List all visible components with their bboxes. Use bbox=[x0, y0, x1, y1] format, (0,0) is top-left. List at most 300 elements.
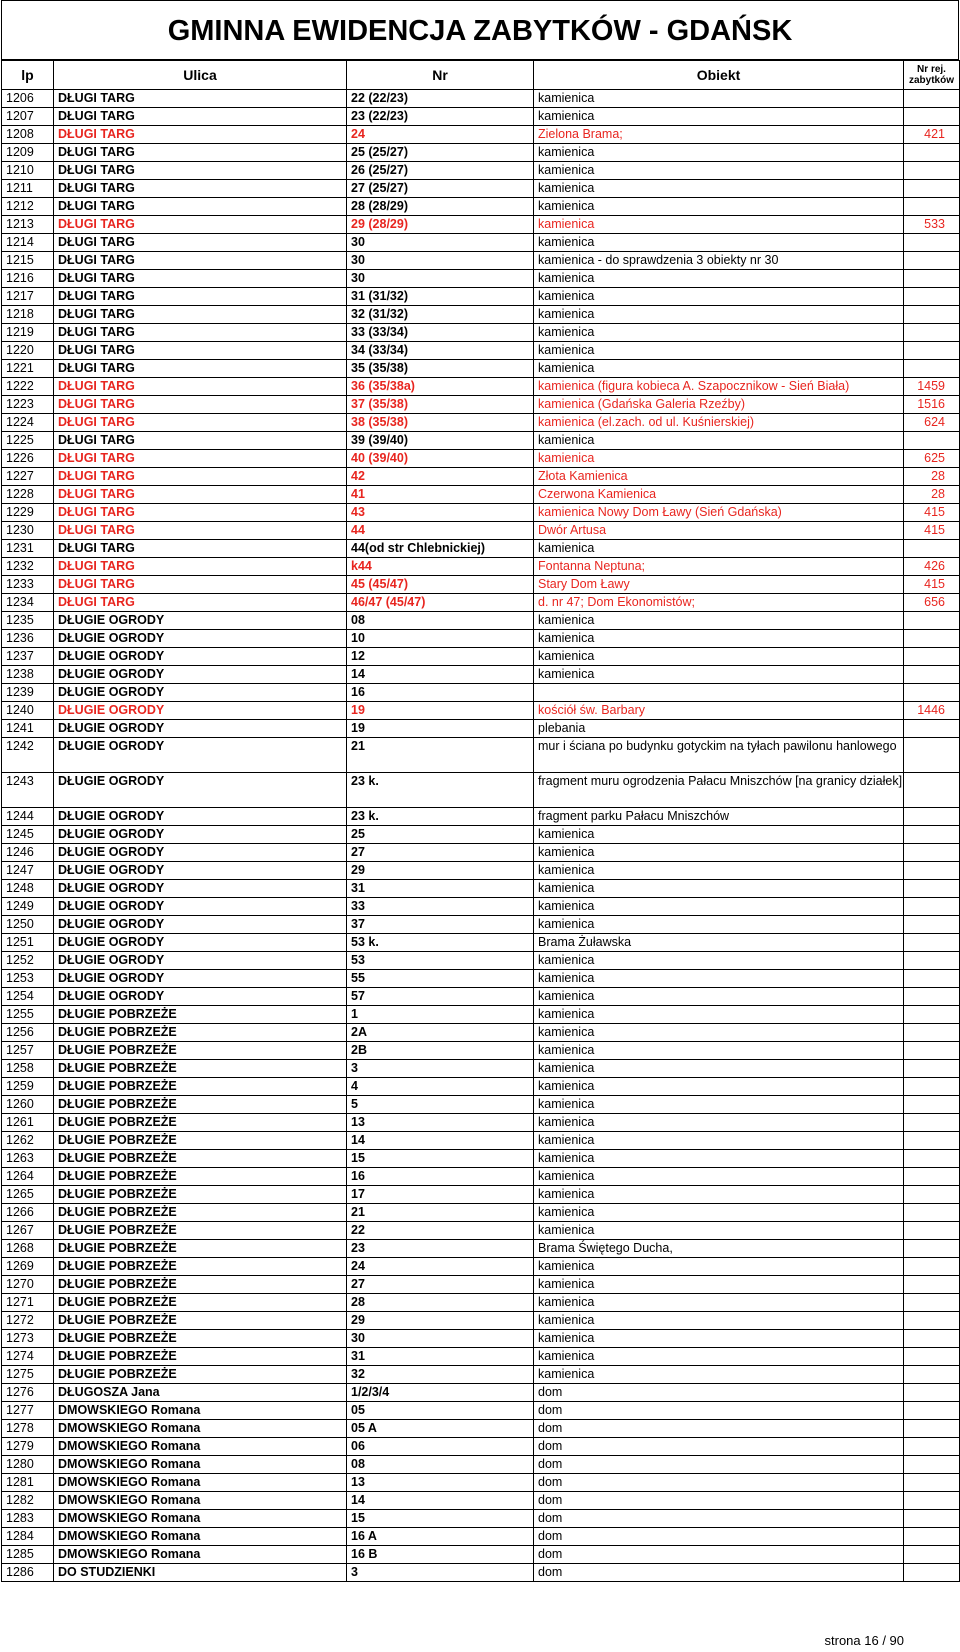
cell-nr-rej bbox=[904, 1150, 960, 1168]
table-row bbox=[2, 1258, 960, 1276]
cell-nr: 24 bbox=[347, 1258, 534, 1276]
cell-lp: 1274 bbox=[2, 1348, 54, 1366]
table-row bbox=[2, 324, 960, 342]
cell-nr-rej bbox=[904, 144, 960, 162]
cell-lp: 1262 bbox=[2, 1132, 54, 1150]
cell-nr: 44(od str Chlebnickiej) bbox=[347, 540, 534, 558]
cell-nr-rej bbox=[904, 1312, 960, 1330]
cell-nr-rej bbox=[904, 342, 960, 360]
cell-lp: 1261 bbox=[2, 1114, 54, 1132]
cell-lp: 1281 bbox=[2, 1474, 54, 1492]
cell-obiekt: kamienica bbox=[534, 432, 904, 450]
cell-lp: 1282 bbox=[2, 1492, 54, 1510]
cell-ulica: DMOWSKIEGO Romana bbox=[54, 1546, 347, 1564]
cell-nr: 29 (28/29) bbox=[347, 216, 534, 234]
cell-obiekt: dom bbox=[534, 1546, 904, 1564]
cell-obiekt: dom bbox=[534, 1420, 904, 1438]
table-row bbox=[2, 342, 960, 360]
cell-lp: 1234 bbox=[2, 594, 54, 612]
cell-ulica: DŁUGI TARG bbox=[54, 288, 347, 306]
cell-lp: 1220 bbox=[2, 342, 54, 360]
cell-ulica: DŁUGIE POBRZEŻE bbox=[54, 1204, 347, 1222]
table-row bbox=[2, 630, 960, 648]
cell-obiekt: Brama Żuławska bbox=[534, 934, 904, 952]
cell-ulica: DŁUGIE OGRODY bbox=[54, 684, 347, 702]
cell-lp: 1213 bbox=[2, 216, 54, 234]
cell-nr: 34 (33/34) bbox=[347, 342, 534, 360]
cell-obiekt: fragment parku Pałacu Mniszchów bbox=[534, 808, 904, 826]
cell-lp: 1224 bbox=[2, 414, 54, 432]
table-row bbox=[2, 540, 960, 558]
cell-obiekt: kamienica bbox=[534, 880, 904, 898]
cell-nr: 37 (35/38) bbox=[347, 396, 534, 414]
cell-nr-rej bbox=[904, 684, 960, 702]
cell-obiekt: kamienica bbox=[534, 450, 904, 468]
table-row bbox=[2, 1546, 960, 1564]
table-row bbox=[2, 378, 960, 396]
table-row bbox=[2, 1510, 960, 1528]
cell-obiekt: kamienica bbox=[534, 1150, 904, 1168]
cell-obiekt: kamienica bbox=[534, 1132, 904, 1150]
cell-nr: 16 bbox=[347, 1168, 534, 1186]
cell-nr: 10 bbox=[347, 630, 534, 648]
cell-obiekt: kamienica bbox=[534, 648, 904, 666]
cell-nr: 40 (39/40) bbox=[347, 450, 534, 468]
cell-ulica: DŁUGI TARG bbox=[54, 522, 347, 540]
cell-lp: 1208 bbox=[2, 126, 54, 144]
table-row bbox=[2, 162, 960, 180]
cell-nr-rej bbox=[904, 306, 960, 324]
cell-obiekt: kamienica bbox=[534, 1330, 904, 1348]
table-row bbox=[2, 504, 960, 522]
cell-nr-rej bbox=[904, 90, 960, 108]
cell-nr: 55 bbox=[347, 970, 534, 988]
cell-lp: 1219 bbox=[2, 324, 54, 342]
cell-nr: 31 bbox=[347, 1348, 534, 1366]
cell-ulica: DŁUGIE OGRODY bbox=[54, 970, 347, 988]
cell-lp: 1241 bbox=[2, 720, 54, 738]
cell-nr: 05 A bbox=[347, 1420, 534, 1438]
cell-ulica: DŁUGI TARG bbox=[54, 270, 347, 288]
cell-nr: 13 bbox=[347, 1114, 534, 1132]
cell-obiekt: kamienica bbox=[534, 108, 904, 126]
cell-ulica: DŁUGIE OGRODY bbox=[54, 934, 347, 952]
cell-ulica: DMOWSKIEGO Romana bbox=[54, 1474, 347, 1492]
cell-lp: 1247 bbox=[2, 862, 54, 880]
nr-rej-line1: Nr rej. bbox=[917, 64, 946, 75]
cell-nr: 22 bbox=[347, 1222, 534, 1240]
cell-ulica: DŁUGI TARG bbox=[54, 108, 347, 126]
cell-obiekt: kamienica (Gdańska Galeria Rzeźby) bbox=[534, 396, 904, 414]
cell-ulica: DŁUGI TARG bbox=[54, 126, 347, 144]
cell-nr: 32 (31/32) bbox=[347, 306, 534, 324]
cell-nr-rej bbox=[904, 988, 960, 1006]
cell-lp: 1256 bbox=[2, 1024, 54, 1042]
cell-ulica: DŁUGI TARG bbox=[54, 450, 347, 468]
cell-nr: 37 bbox=[347, 916, 534, 934]
cell-ulica: DŁUGI TARG bbox=[54, 378, 347, 396]
cell-lp: 1248 bbox=[2, 880, 54, 898]
cell-nr-rej bbox=[904, 1186, 960, 1204]
cell-ulica: DŁUGI TARG bbox=[54, 234, 347, 252]
cell-lp: 1245 bbox=[2, 826, 54, 844]
cell-lp: 1279 bbox=[2, 1438, 54, 1456]
table-row bbox=[2, 126, 960, 144]
cell-obiekt: kamienica bbox=[534, 988, 904, 1006]
cell-obiekt: kamienica bbox=[534, 270, 904, 288]
table-row bbox=[2, 1150, 960, 1168]
cell-ulica: DŁUGIE OGRODY bbox=[54, 720, 347, 738]
cell-ulica: DŁUGIE OGRODY bbox=[54, 648, 347, 666]
table-row bbox=[2, 988, 960, 1006]
cell-nr: 41 bbox=[347, 486, 534, 504]
cell-nr: 12 bbox=[347, 648, 534, 666]
cell-ulica: DŁUGIE OGRODY bbox=[54, 988, 347, 1006]
cell-obiekt: kamienica bbox=[534, 612, 904, 630]
cell-nr: 08 bbox=[347, 1456, 534, 1474]
table-row bbox=[2, 1168, 960, 1186]
cell-lp: 1216 bbox=[2, 270, 54, 288]
table-row bbox=[2, 414, 960, 432]
cell-lp: 1230 bbox=[2, 522, 54, 540]
cell-lp: 1214 bbox=[2, 234, 54, 252]
table-row bbox=[2, 934, 960, 952]
cell-obiekt: kamienica bbox=[534, 1168, 904, 1186]
table-row bbox=[2, 1078, 960, 1096]
cell-nr: 36 (35/38a) bbox=[347, 378, 534, 396]
cell-ulica: DMOWSKIEGO Romana bbox=[54, 1492, 347, 1510]
table-row bbox=[2, 360, 960, 378]
cell-nr-rej bbox=[904, 1114, 960, 1132]
cell-ulica: DŁUGIE POBRZEŻE bbox=[54, 1114, 347, 1132]
cell-lp: 1251 bbox=[2, 934, 54, 952]
table-row bbox=[2, 1006, 960, 1024]
cell-nr-rej bbox=[904, 808, 960, 826]
cell-ulica: DŁUGIE POBRZEŻE bbox=[54, 1330, 347, 1348]
cell-lp: 1212 bbox=[2, 198, 54, 216]
cell-nr: 38 (35/38) bbox=[347, 414, 534, 432]
cell-nr-rej bbox=[904, 1402, 960, 1420]
cell-ulica: DŁUGI TARG bbox=[54, 414, 347, 432]
cell-lp: 1286 bbox=[2, 1564, 54, 1582]
cell-ulica: DŁUGIE OGRODY bbox=[54, 808, 347, 826]
cell-lp: 1253 bbox=[2, 970, 54, 988]
table-row bbox=[2, 1456, 960, 1474]
cell-nr: 32 bbox=[347, 1366, 534, 1384]
cell-ulica: DŁUGIE OGRODY bbox=[54, 880, 347, 898]
table-row bbox=[2, 1330, 960, 1348]
cell-nr: 24 bbox=[347, 126, 534, 144]
cell-lp: 1221 bbox=[2, 360, 54, 378]
table-row bbox=[2, 252, 960, 270]
table-row bbox=[2, 1240, 960, 1258]
cell-obiekt: kamienica bbox=[534, 90, 904, 108]
cell-obiekt bbox=[534, 684, 904, 702]
cell-obiekt: kamienica bbox=[534, 1366, 904, 1384]
cell-nr-rej: 656 bbox=[904, 594, 960, 612]
cell-ulica: DŁUGI TARG bbox=[54, 324, 347, 342]
cell-nr-rej: 426 bbox=[904, 558, 960, 576]
cell-ulica: DŁUGIE OGRODY bbox=[54, 666, 347, 684]
cell-obiekt: kamienica bbox=[534, 360, 904, 378]
cell-nr: 16 A bbox=[347, 1528, 534, 1546]
cell-nr-rej bbox=[904, 773, 960, 808]
cell-nr-rej bbox=[904, 1240, 960, 1258]
cell-nr-rej bbox=[904, 360, 960, 378]
cell-lp: 1272 bbox=[2, 1312, 54, 1330]
cell-nr: 05 bbox=[347, 1402, 534, 1420]
cell-ulica: DŁUGI TARG bbox=[54, 540, 347, 558]
table-body bbox=[2, 90, 960, 1582]
cell-nr-rej bbox=[904, 1024, 960, 1042]
cell-lp: 1278 bbox=[2, 1420, 54, 1438]
cell-ulica: DŁUGI TARG bbox=[54, 306, 347, 324]
cell-lp: 1222 bbox=[2, 378, 54, 396]
cell-lp: 1269 bbox=[2, 1258, 54, 1276]
cell-obiekt: kamienica bbox=[534, 288, 904, 306]
cell-ulica: DŁUGIE OGRODY bbox=[54, 630, 347, 648]
cell-ulica: DMOWSKIEGO Romana bbox=[54, 1456, 347, 1474]
cell-obiekt: d. nr 47; Dom Ekonomistów; bbox=[534, 594, 904, 612]
cell-ulica: DMOWSKIEGO Romana bbox=[54, 1528, 347, 1546]
cell-nr: 08 bbox=[347, 612, 534, 630]
table-row bbox=[2, 1276, 960, 1294]
cell-obiekt: kamienica bbox=[534, 234, 904, 252]
cell-ulica: DMOWSKIEGO Romana bbox=[54, 1510, 347, 1528]
cell-nr-rej bbox=[904, 1006, 960, 1024]
cell-obiekt: kamienica bbox=[534, 862, 904, 880]
cell-nr: 30 bbox=[347, 252, 534, 270]
cell-nr-rej bbox=[904, 108, 960, 126]
table-row bbox=[2, 1132, 960, 1150]
cell-nr-rej bbox=[904, 898, 960, 916]
cell-nr-rej bbox=[904, 1168, 960, 1186]
cell-obiekt: kamienica bbox=[534, 1024, 904, 1042]
cell-lp: 1225 bbox=[2, 432, 54, 450]
cell-nr-rej: 28 bbox=[904, 486, 960, 504]
cell-nr: 3 bbox=[347, 1564, 534, 1582]
cell-nr-rej bbox=[904, 180, 960, 198]
cell-obiekt: kamienica bbox=[534, 1006, 904, 1024]
cell-obiekt: kamienica bbox=[534, 1204, 904, 1222]
cell-lp: 1249 bbox=[2, 898, 54, 916]
cell-obiekt: dom bbox=[534, 1492, 904, 1510]
cell-nr: 3 bbox=[347, 1060, 534, 1078]
cell-nr: 16 B bbox=[347, 1546, 534, 1564]
cell-obiekt: kamienica bbox=[534, 162, 904, 180]
cell-lp: 1235 bbox=[2, 612, 54, 630]
cell-nr: 31 (31/32) bbox=[347, 288, 534, 306]
cell-lp: 1283 bbox=[2, 1510, 54, 1528]
cell-ulica: DŁUGIE POBRZEŻE bbox=[54, 1258, 347, 1276]
table-row bbox=[2, 468, 960, 486]
table-row bbox=[2, 450, 960, 468]
cell-nr: 17 bbox=[347, 1186, 534, 1204]
cell-ulica: DŁUGIE POBRZEŻE bbox=[54, 1078, 347, 1096]
cell-nr-rej bbox=[904, 916, 960, 934]
cell-obiekt: mur i ściana po budynku gotyckim na tyłach pawilonu hanlowego bbox=[534, 738, 904, 773]
cell-ulica: DŁUGIE OGRODY bbox=[54, 702, 347, 720]
cell-obiekt: Brama Świętego Ducha, bbox=[534, 1240, 904, 1258]
cell-nr: 22 (22/23) bbox=[347, 90, 534, 108]
cell-nr-rej bbox=[904, 970, 960, 988]
cell-ulica: DMOWSKIEGO Romana bbox=[54, 1420, 347, 1438]
cell-nr: 21 bbox=[347, 1204, 534, 1222]
table-row bbox=[2, 684, 960, 702]
cell-ulica: DŁUGI TARG bbox=[54, 162, 347, 180]
cell-lp: 1266 bbox=[2, 1204, 54, 1222]
cell-obiekt: plebania bbox=[534, 720, 904, 738]
cell-nr-rej bbox=[904, 432, 960, 450]
cell-nr-rej bbox=[904, 1564, 960, 1582]
cell-nr: 15 bbox=[347, 1150, 534, 1168]
cell-obiekt: kamienica bbox=[534, 1276, 904, 1294]
cell-lp: 1226 bbox=[2, 450, 54, 468]
cell-nr-rej bbox=[904, 252, 960, 270]
cell-ulica: DŁUGIE POBRZEŻE bbox=[54, 1150, 347, 1168]
column-header-nr: Nr bbox=[347, 61, 534, 90]
cell-obiekt: Dwór Artusa bbox=[534, 522, 904, 540]
cell-obiekt: kamienica bbox=[534, 1060, 904, 1078]
cell-nr-rej bbox=[904, 1492, 960, 1510]
cell-nr-rej bbox=[904, 162, 960, 180]
cell-obiekt: kamienica bbox=[534, 1042, 904, 1060]
cell-ulica: DŁUGIE OGRODY bbox=[54, 952, 347, 970]
table-row bbox=[2, 396, 960, 414]
cell-obiekt: dom bbox=[534, 1510, 904, 1528]
cell-lp: 1236 bbox=[2, 630, 54, 648]
cell-lp: 1243 bbox=[2, 773, 54, 808]
cell-ulica: DŁUGIE POBRZEŻE bbox=[54, 1024, 347, 1042]
cell-obiekt: dom bbox=[534, 1402, 904, 1420]
cell-nr-rej bbox=[904, 612, 960, 630]
cell-obiekt: dom bbox=[534, 1474, 904, 1492]
table-row bbox=[2, 216, 960, 234]
table-row bbox=[2, 1096, 960, 1114]
cell-ulica: DŁUGOSZA Jana bbox=[54, 1384, 347, 1402]
table-row bbox=[2, 1114, 960, 1132]
cell-nr: 29 bbox=[347, 1312, 534, 1330]
cell-nr: 33 (33/34) bbox=[347, 324, 534, 342]
cell-nr: 4 bbox=[347, 1078, 534, 1096]
cell-nr: 39 (39/40) bbox=[347, 432, 534, 450]
cell-ulica: DŁUGIE POBRZEŻE bbox=[54, 1222, 347, 1240]
cell-ulica: DŁUGIE OGRODY bbox=[54, 862, 347, 880]
table-row bbox=[2, 288, 960, 306]
table-row bbox=[2, 1294, 960, 1312]
table-row bbox=[2, 486, 960, 504]
table-row bbox=[2, 522, 960, 540]
cell-ulica: DO STUDZIENKI bbox=[54, 1564, 347, 1582]
cell-lp: 1276 bbox=[2, 1384, 54, 1402]
cell-ulica: DŁUGIE POBRZEŻE bbox=[54, 1312, 347, 1330]
cell-obiekt: fragment muru ogrodzenia Pałacu Mniszchów [na granicy działek] bbox=[534, 773, 904, 808]
cell-nr-rej bbox=[904, 934, 960, 952]
table-row bbox=[2, 970, 960, 988]
cell-obiekt: Złota Kamienica bbox=[534, 468, 904, 486]
cell-nr-rej: 1446 bbox=[904, 702, 960, 720]
cell-nr: 23 k. bbox=[347, 808, 534, 826]
cell-ulica: DŁUGIE OGRODY bbox=[54, 898, 347, 916]
cell-lp: 1206 bbox=[2, 90, 54, 108]
cell-nr-rej bbox=[904, 1456, 960, 1474]
cell-obiekt: kamienica bbox=[534, 1258, 904, 1276]
cell-nr-rej bbox=[904, 270, 960, 288]
cell-nr: 30 bbox=[347, 1330, 534, 1348]
table-row bbox=[2, 916, 960, 934]
cell-ulica: DŁUGIE OGRODY bbox=[54, 612, 347, 630]
cell-nr: 23 (22/23) bbox=[347, 108, 534, 126]
cell-obiekt: kamienica bbox=[534, 916, 904, 934]
cell-nr-rej bbox=[904, 666, 960, 684]
cell-ulica: DŁUGI TARG bbox=[54, 486, 347, 504]
cell-obiekt: kamienica bbox=[534, 1348, 904, 1366]
cell-nr-rej bbox=[904, 862, 960, 880]
cell-nr: 45 (45/47) bbox=[347, 576, 534, 594]
cell-obiekt: kamienica bbox=[534, 826, 904, 844]
table-row bbox=[2, 648, 960, 666]
table-row bbox=[2, 1222, 960, 1240]
table-row bbox=[2, 1474, 960, 1492]
table-row bbox=[2, 1312, 960, 1330]
cell-lp: 1252 bbox=[2, 952, 54, 970]
cell-lp: 1231 bbox=[2, 540, 54, 558]
cell-lp: 1215 bbox=[2, 252, 54, 270]
column-header-nr-rej bbox=[904, 61, 960, 90]
table-row bbox=[2, 1402, 960, 1420]
table-row bbox=[2, 594, 960, 612]
cell-ulica: DŁUGI TARG bbox=[54, 432, 347, 450]
cell-obiekt: kamienica bbox=[534, 198, 904, 216]
cell-lp: 1277 bbox=[2, 1402, 54, 1420]
cell-lp: 1233 bbox=[2, 576, 54, 594]
nr-rej-line2: zabytków bbox=[908, 75, 954, 86]
cell-nr: 23 bbox=[347, 1240, 534, 1258]
cell-nr-rej bbox=[904, 648, 960, 666]
cell-nr: 5 bbox=[347, 1096, 534, 1114]
cell-nr: 14 bbox=[347, 666, 534, 684]
cell-obiekt: kamienica bbox=[534, 1186, 904, 1204]
cell-obiekt: kamienica bbox=[534, 952, 904, 970]
cell-obiekt: kamienica Nowy Dom Ławy (Sień Gdańska) bbox=[534, 504, 904, 522]
table-row bbox=[2, 1420, 960, 1438]
cell-nr-rej bbox=[904, 1546, 960, 1564]
table-row bbox=[2, 862, 960, 880]
table-row bbox=[2, 1564, 960, 1582]
cell-lp: 1258 bbox=[2, 1060, 54, 1078]
cell-obiekt: kamienica bbox=[534, 342, 904, 360]
table-row bbox=[2, 270, 960, 288]
cell-ulica: DŁUGIE OGRODY bbox=[54, 916, 347, 934]
cell-nr: 2B bbox=[347, 1042, 534, 1060]
cell-ulica: DŁUGI TARG bbox=[54, 252, 347, 270]
cell-nr: 27 bbox=[347, 1276, 534, 1294]
cell-nr-rej bbox=[904, 288, 960, 306]
cell-lp: 1209 bbox=[2, 144, 54, 162]
cell-obiekt: dom bbox=[534, 1438, 904, 1456]
cell-ulica: DŁUGIE POBRZEŻE bbox=[54, 1186, 347, 1204]
cell-nr-rej: 624 bbox=[904, 414, 960, 432]
cell-nr-rej bbox=[904, 880, 960, 898]
cell-ulica: DŁUGI TARG bbox=[54, 198, 347, 216]
cell-lp: 1210 bbox=[2, 162, 54, 180]
table-row bbox=[2, 144, 960, 162]
cell-ulica: DŁUGIE POBRZEŻE bbox=[54, 1168, 347, 1186]
cell-obiekt: kamienica (el.zach. od ul. Kuśnierskiej) bbox=[534, 414, 904, 432]
cell-nr: 27 (25/27) bbox=[347, 180, 534, 198]
cell-ulica: DŁUGIE OGRODY bbox=[54, 826, 347, 844]
cell-ulica: DŁUGIE POBRZEŻE bbox=[54, 1276, 347, 1294]
